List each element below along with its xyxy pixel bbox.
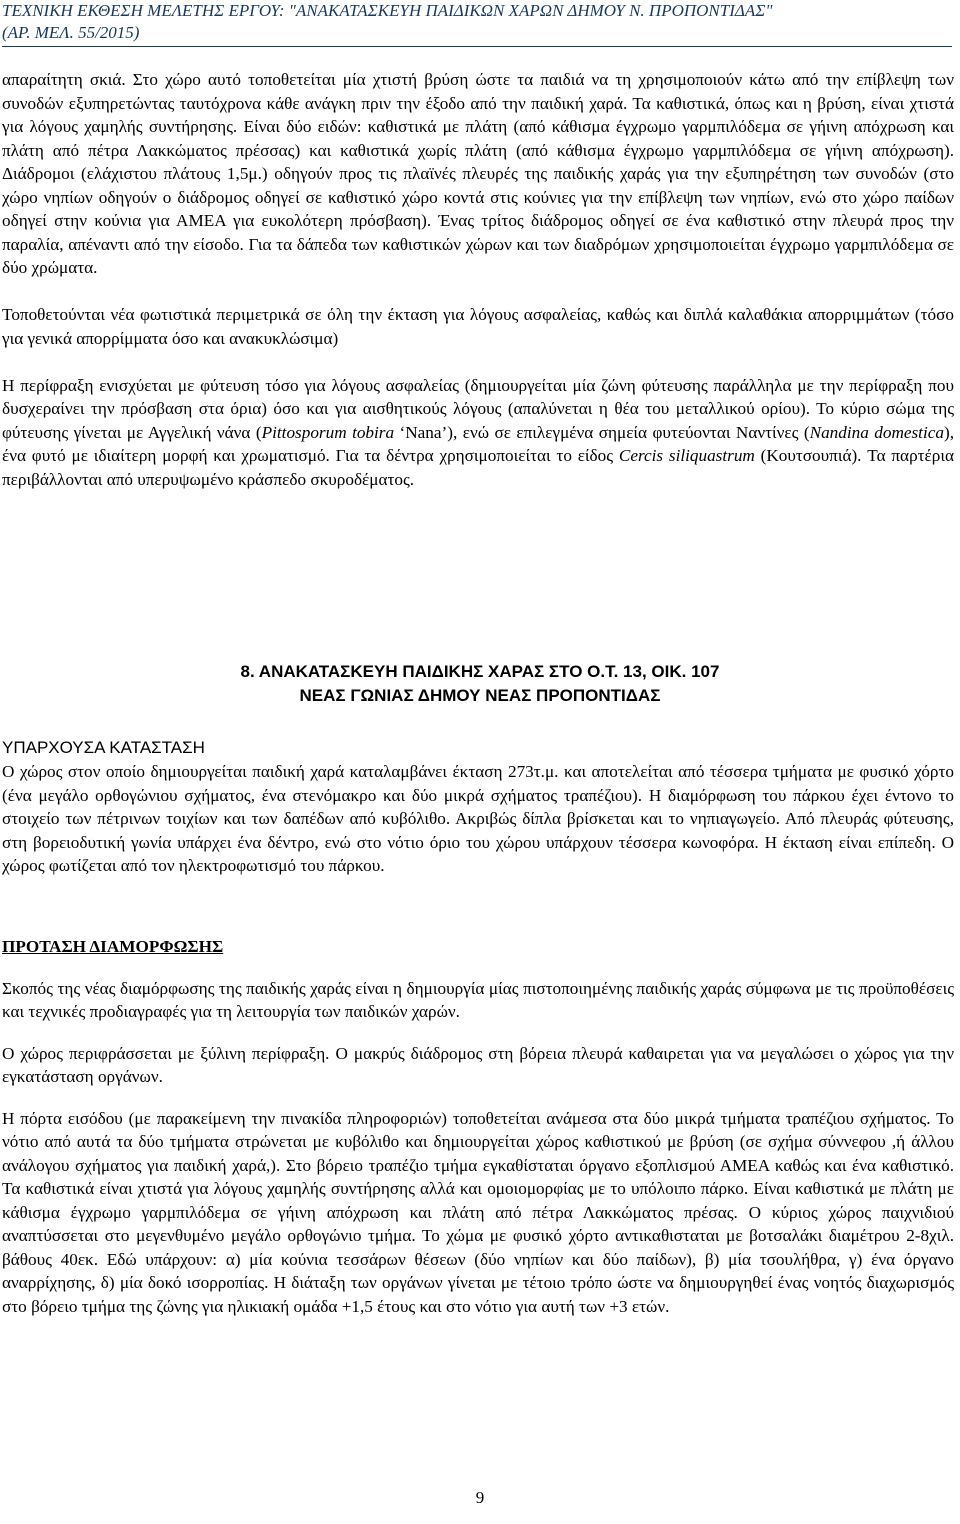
paragraph-lighting-bins: Τοποθετούνται νέα φωτιστικά περιμετρικά σε όλη την έκταση για λόγους ασφαλείας, καθώς και διπλά καλαθάκια απορριμμάτων (τόσο για γενικά απορρίμματα όσο και ανακυκλώσιμα) [2, 305, 954, 348]
paragraph-planting [2, 374, 954, 492]
proposal [2, 935, 954, 1318]
planting-text-d: (Κουτσουπιά). Τα παρτέρια περιβάλλονται από υπερυψωμένο κράσπεδο σκυροδέματος. [2, 446, 954, 489]
section-8 [2, 660, 954, 708]
header-title: ΤΕΧΝΙΚΗ ΕΚΘΕΣΗ ΜΕΛΕΤΗΣ ΕΡΓΟΥ: "ΑΝΑΚΑΤΑΣΚΕΥΗ ΠΑΙΔΙΚΩΝ ΧΑΡΩΝ ΔΗΜΟΥ Ν. ΠΡΟΠΟΝΤΙΔΑΣ" [2, 1, 773, 20]
proposal-heading: ΠΡΟΤΑΣΗ ΔΙΑΜΟΡΦΩΣΗΣ [2, 937, 224, 956]
latin-cercis: Cercis siliquastrum [618, 446, 755, 465]
section-title-line2: ΝΕΑΣ ΓΩΝΙΑΣ ΔΗΜΟΥ ΝΕΑΣ ΠΡΟΠΟΝΤΙΔΑΣ [299, 686, 661, 705]
planting-text-c: ), ένα φυτό με ιδιαίτερη μορφή και χρωματισμό. Για τα δέντρα χρησιμοποιείται το είδος [2, 422, 954, 465]
existing-heading: ΥΠΑΡΧΟΥΣΑ ΚΑΤΑΣΤΑΣΗ [2, 738, 205, 757]
document-header [2, 0, 952, 47]
paragraph-seating-paths: απαραίτητη σκιά. Στο χώρο αυτό τοποθετείται μία χτιστή βρύση ώστε τα παιδιά να τη χρησιμοποιούν κάτω από την επίβλεψη των συνοδών εξυπηρετώντας ταυτόχρονα κάθε ανάγκη πριν την έξοδο από την παιδική χαρά. Τα καθιστικά, όπως και η βρύση, είναι χτιστά για λόγους χαμηλής συντήρησης. Είναι δύο ειδών: καθιστικά με πλάτη (από κάθισμα έγχρωμο γαρμπιλόδεμα σε γήινη απόχρωση και πλάτη από πέτρα Λακκώματος πρέσσας) και καθιστικά χωρίς πλάτη (από κάθισμα έγχρωμο γαρμπιλόδεμα σε γήινη απόχρωση). Διάδρομοι (ελάχιστου πλάτους 1,5μ.) οδηγούν προς τις πλαϊνές πλευρές της παιδικής χαράς για την εξυπηρέτηση των συνοδών (στο χώρο νηπίων οδηγούν ο διάδρομος οδηγεί σε καθιστικό χώρο κοντά στις κούνιες για την επίβλεψη των νηπίων, ενώ στο χώρο παίδων οδηγεί στην κούνια για ΑΜΕΑ για ευκολότερη πρόσβαση). Ένας τρίτος διάδρομος οδηγεί σε ένα καθιστικό στην πλευρά προς την παραλία, απέναντι από την είσοδο. Για τα δάπεδα των καθιστικών χώρων και των διαδρόμων χρησιμοποιείται έγχρωμο γαρμπιλόδεμα σε δύο χρώματα. [2, 70, 954, 277]
document-body [2, 68, 954, 491]
existing-condition [2, 736, 954, 878]
existing-text: Ο χώρος στον οποίο δημιουργείται παιδική χαρά καταλαμβάνει έκταση 273τ.μ. και αποτελείται από τέσσερα τμήματα με φυσικό χόρτο (ένα μεγάλο ορθογώνιου σχήματος, ένα στενόμακρο και δύο μικρά σχήματος τραπέζιου). Η διαμόρφωση του πάρκου έχει έντονο το στοιχείο των πέτρινων τοιχίων και των δαπέδων από κυβόλιθο. Ακριβώς δίπλα βρίσκεται και το νηπιαγωγείο. Από πλευράς φύτευσης, στη βορειοδυτική γωνία υπάρχει ένα δέντρο, ενώ στο νότιο όριο του χώρου υπάρχουν τέσσερα κωνοφόρα. Η έκταση είναι επίπεδη. Ο χώρος φωτίζεται από τον ηλεκτροφωτισμό του πάρκου. [2, 762, 954, 875]
latin-nandina: Nandina domestica [809, 422, 944, 442]
proposal-purpose: Σκοπός της νέας διαμόρφωσης της παιδικής χαράς είναι η δημιουργία μίας πιστοποιημένης παιδικής χαράς σύμφωνα με τις προϋποθέσεις και τεχνικές προδιαγραφές για τη λειτουργία των παιδικών χαρών. [2, 978, 954, 1021]
planting-text-a: Η περίφραξη ενισχύεται με φύτευση τόσο για λόγους ασφαλείας (δημιουργείται μία ζώνη φύτευσης παράλληλα με την περίφραξη που δυσχεραίνει την πρόσβαση στα όρια) όσο και για αισθητικούς λόγους (απαλύνεται η θέα του μεταλλικού ορίου). Το κύριο σώμα της φύτευσης γίνεται με Αγγελική νάνα ( [2, 375, 954, 442]
section-title-line1: 8. ΑΝΑΚΑΤΑΣΚΕΥΗ ΠΑΙΔΙΚΗΣ ΧΑΡΑΣ ΣΤΟ Ο.Τ. 13, ΟΙΚ. 107 [240, 662, 720, 681]
latin-pittosporum: Pittosporum tobira [261, 422, 395, 442]
proposal-fencing: Ο χώρος περιφράσσεται με ξύλινη περίφραξη. Ο μακρύς διάδρομος στη βόρεια πλευρά καθαιρεται για να μεγαλώσει ο χώρος για την εγκατάσταση οργάνων. [2, 1043, 954, 1086]
header-study-number: (ΑΡ. ΜΕΛ. 55/2015) [2, 23, 140, 42]
planting-text-b: ‘Nana’), ενώ σε επιλεγμένα σημεία φυτεύονται Ναντίνες ( [394, 422, 810, 442]
page-number: 9 [475, 1488, 485, 1507]
proposal-layout: Η πόρτα εισόδου (με παρακείμενη την πινακίδα πληροφοριών) τοποθετείται ανάμεσα στα δύο μικρά τμήματα τραπέζιου σχήματος. Το νότιο από αυτά τα δύο τμήματα στρώνεται με κυβόλιθο και δημιουργείται χώρος καθιστικού με βρύση (σε σχήμα σύννεφου ,ή άλλου ανάλογου σχήματος για παιδική χαρά,). Στο βόρειο τραπέζιο τμήμα εγκαθίσταται όργανο εξοπλισμού ΑΜΕΑ καθώς και ένα καθιστικό. Τα καθιστικά είναι χτιστά για λόγους χαμηλής συντήρησης αλλά και ομοιομορφίας με το υπόλοιπο πάρκο. Είναι καθιστικά με πλάτη με κάθισμα έγχρωμο γαρμπιλόδεμα σε γήινη απόχρωση και πλάτη από πέτρα Λακκώματος πρέσας. Ο κύριος χώρος παιχνιδιού αναπτύσσεται στο μεγενθυμένο μεγάλο ορθογώνιο τμήμα. Το χώμα με φυσικό χόρτο αντικαθισταται με βοτσαλάκι διαμέτρου 2-8χιλ. βάθους 40εκ. Εδώ υπάρχουν: α) μία κούνια τεσσάρων θέσεων (δύο νηπίων και δύο παίδων), β) μία τσουλήθρα, γ) ένα όργανο αναρρίχησης, δ) μία δοκό ισορροπίας. Η διάταξη των οργάνων γίνεται με τέτοιο τρόπο ώστε να δημιουργηθεί ένας νοητός διαχωρισμός στο βόρειο τμήμα της ζώνης για ηλικιακή ομάδα +1,5 έτους και στο νότιο για αυτή των +3 ετών. [2, 1108, 954, 1316]
